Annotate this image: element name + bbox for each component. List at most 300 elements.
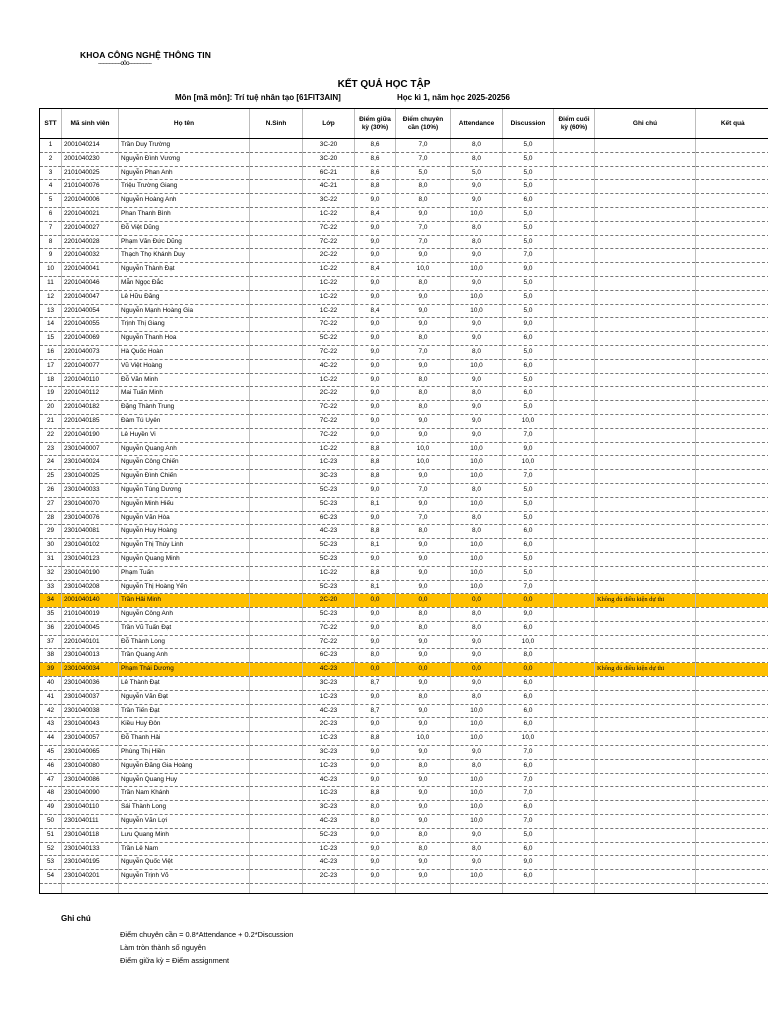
final-cell <box>554 856 595 870</box>
attendance-cell: 9,0 <box>451 649 503 663</box>
note-cell <box>595 276 696 290</box>
dob-cell <box>250 815 303 829</box>
class-cell: 7C-22 <box>303 401 355 415</box>
student-name-cell: Lê Thành Đạt <box>119 677 250 691</box>
stt-cell: 43 <box>40 718 62 732</box>
note-cell <box>595 401 696 415</box>
student-id-cell: 2201040021 <box>62 207 119 221</box>
student-name-cell: Nguyễn Phan Anh <box>119 166 250 180</box>
student-id-cell: 2201040041 <box>62 263 119 277</box>
student-id-cell: 2301040208 <box>62 580 119 594</box>
class-cell: 5C-23 <box>303 483 355 497</box>
table-row <box>40 152 768 166</box>
attendance-cell: 8,0 <box>451 511 503 525</box>
result-cell <box>696 511 768 525</box>
midterm-cell: 8,8 <box>355 732 396 746</box>
attendance-cell: 8,0 <box>451 235 503 249</box>
discussion-cell: 7,0 <box>503 787 554 801</box>
stt-cell: 26 <box>40 483 62 497</box>
dob-cell <box>250 870 303 884</box>
class-cell: 4C-23 <box>303 525 355 539</box>
stt-cell: 38 <box>40 649 62 663</box>
class-cell: 3C-23 <box>303 746 355 760</box>
note-cell <box>595 842 696 856</box>
final-cell <box>554 456 595 470</box>
final-cell <box>554 249 595 263</box>
diligence-cell: 8,0 <box>396 387 451 401</box>
midterm-cell: 8,0 <box>355 801 396 815</box>
student-name-cell: Đỗ Thanh Hải <box>119 732 250 746</box>
note-cell <box>595 387 696 401</box>
student-name-cell: Trần Tiến Đạt <box>119 704 250 718</box>
discussion-cell: 6,0 <box>503 359 554 373</box>
midterm-cell: 9,0 <box>355 221 396 235</box>
attendance-cell: 10,0 <box>451 718 503 732</box>
student-id-cell: 2201040006 <box>62 194 119 208</box>
stt-cell: 44 <box>40 732 62 746</box>
result-cell <box>696 718 768 732</box>
class-cell: 1C-23 <box>303 759 355 773</box>
final-cell <box>554 166 595 180</box>
attendance-cell: 9,0 <box>451 373 503 387</box>
stt-cell: 24 <box>40 456 62 470</box>
note-cell <box>595 732 696 746</box>
result-cell <box>696 180 768 194</box>
final-cell <box>554 152 595 166</box>
result-cell <box>696 649 768 663</box>
result-cell <box>696 207 768 221</box>
result-cell <box>696 552 768 566</box>
attendance-cell: 10,0 <box>451 359 503 373</box>
empty-cell <box>62 884 119 894</box>
student-id-cell: 2301040007 <box>62 442 119 456</box>
student-id-cell: 2201040046 <box>62 276 119 290</box>
empty-cell <box>119 884 250 894</box>
midterm-cell: 9,0 <box>355 414 396 428</box>
student-id-cell: 2301040086 <box>62 773 119 787</box>
final-cell <box>554 663 595 677</box>
discussion-cell: 5,0 <box>503 401 554 415</box>
table-row <box>40 732 768 746</box>
class-cell: 2C-22 <box>303 387 355 401</box>
student-id-cell: 2301040013 <box>62 649 119 663</box>
diligence-cell: 9,0 <box>396 870 451 884</box>
student-name-cell: Nguyễn Thanh Hoa <box>119 332 250 346</box>
student-id-cell: 2301040190 <box>62 566 119 580</box>
result-cell <box>696 801 768 815</box>
diligence-cell: 8,0 <box>396 332 451 346</box>
result-cell <box>696 221 768 235</box>
class-cell: 1C-22 <box>303 373 355 387</box>
final-cell <box>554 649 595 663</box>
final-cell <box>554 621 595 635</box>
student-name-cell: Vũ Việt Hoàng <box>119 359 250 373</box>
final-cell <box>554 746 595 760</box>
final-cell <box>554 870 595 884</box>
table-row <box>40 387 768 401</box>
diligence-cell: 9,0 <box>396 249 451 263</box>
class-cell: 4C-23 <box>303 815 355 829</box>
final-cell <box>554 221 595 235</box>
attendance-cell: 8,0 <box>451 842 503 856</box>
class-cell: 5C-23 <box>303 828 355 842</box>
stt-cell: 29 <box>40 525 62 539</box>
diligence-cell: 10,0 <box>396 263 451 277</box>
attendance-cell: 9,0 <box>451 635 503 649</box>
col-header-discussion: Discussion <box>503 109 554 139</box>
table-row <box>40 345 768 359</box>
result-cell <box>696 525 768 539</box>
stt-cell: 14 <box>40 318 62 332</box>
stt-cell: 45 <box>40 746 62 760</box>
diligence-cell: 9,0 <box>396 773 451 787</box>
note-cell <box>595 359 696 373</box>
result-cell <box>696 442 768 456</box>
discussion-cell: 5,0 <box>503 290 554 304</box>
attendance-cell: 10,0 <box>451 304 503 318</box>
stt-cell: 32 <box>40 566 62 580</box>
col-header-name: Họ tên <box>119 109 250 139</box>
student-id-cell: 2201040185 <box>62 414 119 428</box>
result-cell <box>696 428 768 442</box>
midterm-cell: 8,4 <box>355 263 396 277</box>
result-cell <box>696 870 768 884</box>
attendance-cell: 9,0 <box>451 414 503 428</box>
student-id-cell: 2301040111 <box>62 815 119 829</box>
table-row <box>40 290 768 304</box>
class-cell: 1C-22 <box>303 304 355 318</box>
midterm-cell: 8,1 <box>355 580 396 594</box>
stt-cell: 21 <box>40 414 62 428</box>
diligence-cell: 8,0 <box>396 401 451 415</box>
result-cell <box>696 815 768 829</box>
stt-cell: 18 <box>40 373 62 387</box>
midterm-cell: 8,8 <box>355 470 396 484</box>
midterm-cell: 9,0 <box>355 401 396 415</box>
midterm-cell: 9,0 <box>355 608 396 622</box>
diligence-cell: 8,0 <box>396 180 451 194</box>
student-name-cell: Phạm Tuấn <box>119 566 250 580</box>
note-cell <box>595 566 696 580</box>
dob-cell <box>250 194 303 208</box>
col-header-diligence: Điểm chuyên cần (10%) <box>396 109 451 139</box>
class-cell: 1C-23 <box>303 456 355 470</box>
diligence-cell: 0,0 <box>396 594 451 608</box>
attendance-cell: 10,0 <box>451 801 503 815</box>
student-id-cell: 2301040024 <box>62 456 119 470</box>
stt-cell: 22 <box>40 428 62 442</box>
student-name-cell: Nguyễn Văn Hòa <box>119 511 250 525</box>
student-id-cell: 2201040101 <box>62 635 119 649</box>
empty-cell <box>396 884 451 894</box>
attendance-cell: 8,0 <box>451 387 503 401</box>
attendance-cell: 10,0 <box>451 732 503 746</box>
note-cell <box>595 746 696 760</box>
midterm-cell: 8,8 <box>355 456 396 470</box>
class-cell: 7C-22 <box>303 235 355 249</box>
table-row <box>40 235 768 249</box>
final-cell <box>554 332 595 346</box>
final-cell <box>554 732 595 746</box>
student-id-cell: 2201040069 <box>62 332 119 346</box>
discussion-cell: 0,0 <box>503 663 554 677</box>
final-cell <box>554 194 595 208</box>
result-cell <box>696 663 768 677</box>
dob-cell <box>250 263 303 277</box>
student-id-cell: 2001040214 <box>62 139 119 153</box>
header-ornament: ---------------o0o--------------- <box>98 61 152 67</box>
dob-cell <box>250 842 303 856</box>
dob-cell <box>250 621 303 635</box>
note-cell <box>595 221 696 235</box>
discussion-cell: 5,0 <box>503 552 554 566</box>
class-cell: 7C-22 <box>303 635 355 649</box>
discussion-cell: 6,0 <box>503 801 554 815</box>
dob-cell <box>250 276 303 290</box>
result-cell <box>696 373 768 387</box>
note-cell <box>595 428 696 442</box>
class-cell: 6C-21 <box>303 166 355 180</box>
final-cell <box>554 497 595 511</box>
diligence-cell: 7,0 <box>396 235 451 249</box>
diligence-cell: 5,0 <box>396 166 451 180</box>
table-row <box>40 166 768 180</box>
attendance-cell: 9,0 <box>451 318 503 332</box>
final-cell <box>554 787 595 801</box>
student-id-cell: 2301040080 <box>62 759 119 773</box>
diligence-cell: 8,0 <box>396 621 451 635</box>
diligence-cell: 9,0 <box>396 704 451 718</box>
midterm-cell: 9,0 <box>355 345 396 359</box>
note-cell <box>595 290 696 304</box>
midterm-cell: 9,0 <box>355 870 396 884</box>
discussion-cell: 6,0 <box>503 525 554 539</box>
student-id-cell: 2301040038 <box>62 704 119 718</box>
attendance-cell: 8,0 <box>451 621 503 635</box>
attendance-cell: 8,0 <box>451 139 503 153</box>
table-row <box>40 815 768 829</box>
diligence-cell: 9,0 <box>396 649 451 663</box>
stt-cell: 17 <box>40 359 62 373</box>
student-id-cell: 2201040045 <box>62 621 119 635</box>
class-cell: 5C-22 <box>303 332 355 346</box>
midterm-cell: 9,0 <box>355 773 396 787</box>
dob-cell <box>250 345 303 359</box>
table-row <box>40 621 768 635</box>
student-name-cell: Nguyễn Công Anh <box>119 608 250 622</box>
dob-cell <box>250 139 303 153</box>
table-row <box>40 525 768 539</box>
table-row <box>40 539 768 553</box>
note-cell <box>595 497 696 511</box>
midterm-cell: 9,0 <box>355 483 396 497</box>
stt-cell: 49 <box>40 801 62 815</box>
midterm-cell: 8,7 <box>355 704 396 718</box>
diligence-cell: 7,0 <box>396 139 451 153</box>
discussion-cell: 7,0 <box>503 249 554 263</box>
note-cell <box>595 304 696 318</box>
dob-cell <box>250 608 303 622</box>
note-cell <box>595 718 696 732</box>
table-row <box>40 746 768 760</box>
final-cell <box>554 552 595 566</box>
diligence-cell: 9,0 <box>396 718 451 732</box>
dob-cell <box>250 318 303 332</box>
table-row <box>40 856 768 870</box>
discussion-cell: 7,0 <box>503 773 554 787</box>
student-id-cell: 2301040195 <box>62 856 119 870</box>
stt-cell: 25 <box>40 470 62 484</box>
dob-cell <box>250 428 303 442</box>
attendance-cell: 10,0 <box>451 580 503 594</box>
attendance-cell: 10,0 <box>451 870 503 884</box>
note-cell <box>595 456 696 470</box>
dob-cell <box>250 746 303 760</box>
discussion-cell: 5,0 <box>503 139 554 153</box>
dob-cell <box>250 414 303 428</box>
student-name-cell: Nguyễn Thị Thùy Linh <box>119 539 250 553</box>
stt-cell: 36 <box>40 621 62 635</box>
class-cell: 5C-23 <box>303 539 355 553</box>
attendance-cell: 9,0 <box>451 276 503 290</box>
diligence-cell: 8,0 <box>396 525 451 539</box>
dob-cell <box>250 704 303 718</box>
student-name-cell: Thạch Thọ Khánh Duy <box>119 249 250 263</box>
attendance-cell: 10,0 <box>451 773 503 787</box>
col-header-result: Kết quả <box>696 109 768 139</box>
student-id-cell: 2201040027 <box>62 221 119 235</box>
table-row <box>40 594 768 608</box>
result-cell <box>696 635 768 649</box>
midterm-cell: 9,0 <box>355 387 396 401</box>
midterm-cell: 8,6 <box>355 139 396 153</box>
student-id-cell: 2201040077 <box>62 359 119 373</box>
discussion-cell: 6,0 <box>503 539 554 553</box>
dob-cell <box>250 828 303 842</box>
midterm-cell: 9,0 <box>355 318 396 332</box>
student-name-cell: Trần Vũ Tuấn Đạt <box>119 621 250 635</box>
diligence-cell: 9,0 <box>396 787 451 801</box>
student-name-cell: Đỗ Văn Minh <box>119 373 250 387</box>
empty-cell <box>451 884 503 894</box>
dob-cell <box>250 663 303 677</box>
note-cell <box>595 345 696 359</box>
final-cell <box>554 828 595 842</box>
student-name-cell: Đàm Tú Uyên <box>119 414 250 428</box>
dob-cell <box>250 483 303 497</box>
diligence-cell: 9,0 <box>396 318 451 332</box>
class-cell: 3C-22 <box>303 194 355 208</box>
diligence-cell: 9,0 <box>396 856 451 870</box>
table-row <box>40 580 768 594</box>
student-id-cell: 2201040112 <box>62 387 119 401</box>
note-cell <box>595 815 696 829</box>
class-cell: 1C-22 <box>303 442 355 456</box>
student-id-cell: 2201040190 <box>62 428 119 442</box>
class-cell: 1C-23 <box>303 787 355 801</box>
class-cell: 1C-23 <box>303 690 355 704</box>
table-row <box>40 690 768 704</box>
dob-cell <box>250 152 303 166</box>
result-cell <box>696 290 768 304</box>
student-name-cell: Nguyễn Công Chiến <box>119 456 250 470</box>
note-cell <box>595 649 696 663</box>
midterm-cell: 9,0 <box>355 552 396 566</box>
attendance-cell: 5,0 <box>451 166 503 180</box>
table-row <box>40 456 768 470</box>
result-cell <box>696 470 768 484</box>
stt-cell: 7 <box>40 221 62 235</box>
midterm-cell: 9,0 <box>355 828 396 842</box>
attendance-cell: 10,0 <box>451 552 503 566</box>
diligence-cell: 9,0 <box>396 815 451 829</box>
stt-cell: 11 <box>40 276 62 290</box>
table-row <box>40 304 768 318</box>
midterm-cell: 8,7 <box>355 677 396 691</box>
discussion-cell: 5,0 <box>503 345 554 359</box>
attendance-cell: 9,0 <box>451 746 503 760</box>
class-cell: 2C-23 <box>303 870 355 884</box>
result-cell <box>696 787 768 801</box>
dob-cell <box>250 732 303 746</box>
discussion-cell: 10,0 <box>503 414 554 428</box>
midterm-cell: 9,0 <box>355 746 396 760</box>
final-cell <box>554 718 595 732</box>
class-cell: 1C-23 <box>303 732 355 746</box>
table-row <box>40 552 768 566</box>
midterm-cell: 8,0 <box>355 649 396 663</box>
student-name-cell: Nguyễn Đăng Gia Hoàng <box>119 759 250 773</box>
dob-cell <box>250 539 303 553</box>
stt-cell: 19 <box>40 387 62 401</box>
student-name-cell: Lưu Quang Minh <box>119 828 250 842</box>
diligence-cell: 7,0 <box>396 221 451 235</box>
diligence-cell: 9,0 <box>396 635 451 649</box>
discussion-cell: 6,0 <box>503 704 554 718</box>
attendance-cell: 10,0 <box>451 470 503 484</box>
note-cell <box>595 856 696 870</box>
stt-cell: 46 <box>40 759 62 773</box>
stt-cell: 53 <box>40 856 62 870</box>
midterm-cell: 9,0 <box>355 373 396 387</box>
student-name-cell: Trần Hải Minh <box>119 594 250 608</box>
note-cell <box>595 828 696 842</box>
result-cell <box>696 732 768 746</box>
diligence-cell: 9,0 <box>396 304 451 318</box>
table-row <box>40 649 768 663</box>
student-id-cell: 2201040073 <box>62 345 119 359</box>
student-id-cell: 2301040065 <box>62 746 119 760</box>
stt-cell: 52 <box>40 842 62 856</box>
col-header-dob: N.Sinh <box>250 109 303 139</box>
final-cell <box>554 801 595 815</box>
note-cell <box>595 373 696 387</box>
stt-cell: 9 <box>40 249 62 263</box>
stt-cell: 6 <box>40 207 62 221</box>
result-cell <box>696 276 768 290</box>
note-cell <box>595 332 696 346</box>
student-name-cell: Nguyễn Văn Lợi <box>119 815 250 829</box>
table-row <box>40 483 768 497</box>
discussion-cell: 7,0 <box>503 428 554 442</box>
col-header-student-id: Mã sinh viên <box>62 109 119 139</box>
discussion-cell: 10,0 <box>503 732 554 746</box>
class-cell: 3C-23 <box>303 801 355 815</box>
class-cell: 1C-22 <box>303 207 355 221</box>
notes-heading: Ghi chú <box>61 914 91 923</box>
student-name-cell: Nguyễn Thị Hoàng Yến <box>119 580 250 594</box>
attendance-cell: 0,0 <box>451 594 503 608</box>
